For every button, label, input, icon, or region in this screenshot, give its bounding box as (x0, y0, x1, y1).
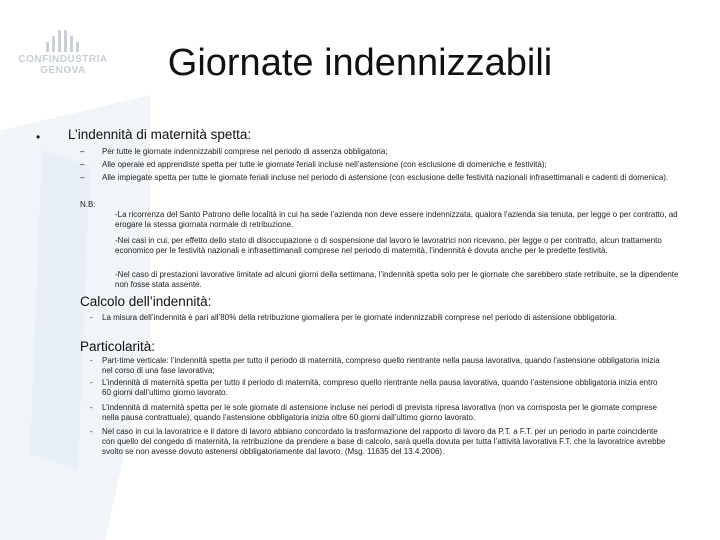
dash-icon: - (90, 403, 93, 412)
list-item: Alle operaie ed apprendiste spetta per tutte le giornate feriali incluse nell’astensione (con esclusione di domeniche e festività); (102, 160, 547, 169)
bullet-icon: • (36, 130, 41, 144)
logo-text-line1: CONFINDUSTRIA (18, 54, 108, 65)
dash-icon: – (80, 147, 85, 156)
dash-icon: – (80, 160, 85, 169)
section-heading-calcolo: Calcolo dell’indennità: (80, 294, 212, 309)
nb-label: N.B: (80, 200, 96, 209)
dash-icon: – (80, 173, 85, 182)
list-item: L’indennità di maternità spetta per le sole giornate di astensione incluse nei periodi di prevista ripresa lavorativa (non va corrisposta per le giornate comprese nella pausa contrattuale), quando l’astensione obbligatoria inizia oltre 60 giorni dall’ultimo giorno lavorato. (102, 403, 657, 422)
dash-icon: - (90, 427, 93, 436)
list-item: Alle impiegate spetta per tutte le giornate feriali incluse nel periodo di astensione (con esclusione delle festività nazionali infrasettimanali e cadenti di domenica). (102, 173, 669, 182)
nb-note: -Nel caso di prestazioni lavorative limitate ad alcuni giorni della settimana, l’indennità spetta solo per le giornate che sarebbero state retribuite, se la dipendente non fosse stata assente. (115, 270, 679, 289)
section-heading-maternita: L’indennità di maternità spetta: (68, 127, 252, 142)
section-heading-particolarita: Particolarità: (80, 339, 156, 354)
list-item: La misura dell’indennità è pari all’80% della retribuzione giornaliera per le giornate indennizzabili comprese nel periodo di astensione obbligatoria. (102, 313, 617, 322)
dash-icon: - (90, 356, 93, 365)
page-title: Giornate indennizzabili (167, 42, 553, 84)
list-item: Nel caso in cui la lavoratrice e il datore di lavoro abbiano concordato la trasformazione del rapporto di lavoro da P.T. a F.T. per un periodo in parte coincidente con quello del congedo di maternità, la retribuzione da prendere a base di calcolo, sarà quella dovuta per tutta l’attività lavorativa F.T. che la lavoratrice avrebbe svolto se non avesse dovuto astenersi obbligatoriamente dal lavoro. (Msg. 11635 del 13.4.2006). (102, 427, 666, 456)
nb-note: -Nei casi in cui, per effetto dello stato di disoccupazione o di sospensione dal lavoro le lavoratrici non ricevano, per legge o per contratto, alcun trattamento economico per le festività nazionali e infrasettimanali comprese nel periodo di maternità, l’indennità è dovuta anche per le predette festività. (115, 236, 662, 255)
nb-note: -La ricorrenza del Santo Patrono delle località in cui ha sede l’azienda non deve essere indennizzata, qualora l’azienda sia tenuta, per legge o per contratto, ad erogare la stessa giornata normale di retribuzione. (115, 210, 678, 229)
list-item: Part-time verticale: l’indennità spetta per tutto il periodo di maternità, compreso quello rientrante nella pausa lavorativa, quando l’astensione obbligatoria inizia nel corso di una fase lavorativa; (102, 356, 660, 375)
list-item: L’indennità di maternità spetta per tutto il periodo di maternità, compreso quello rientrante nella pausa lavorativa, quando l’astensione obbligatoria inizia entro 60 giorni dall’ultimo giorno lavorato. (102, 378, 658, 397)
logo-text-line2: GENOVA (40, 65, 86, 76)
dash-icon: - (90, 378, 93, 387)
list-item: Per tutte le giornate indennizzabili comprese nel periodo di assenza obbligatoria; (102, 147, 388, 156)
dash-icon: - (90, 313, 93, 322)
